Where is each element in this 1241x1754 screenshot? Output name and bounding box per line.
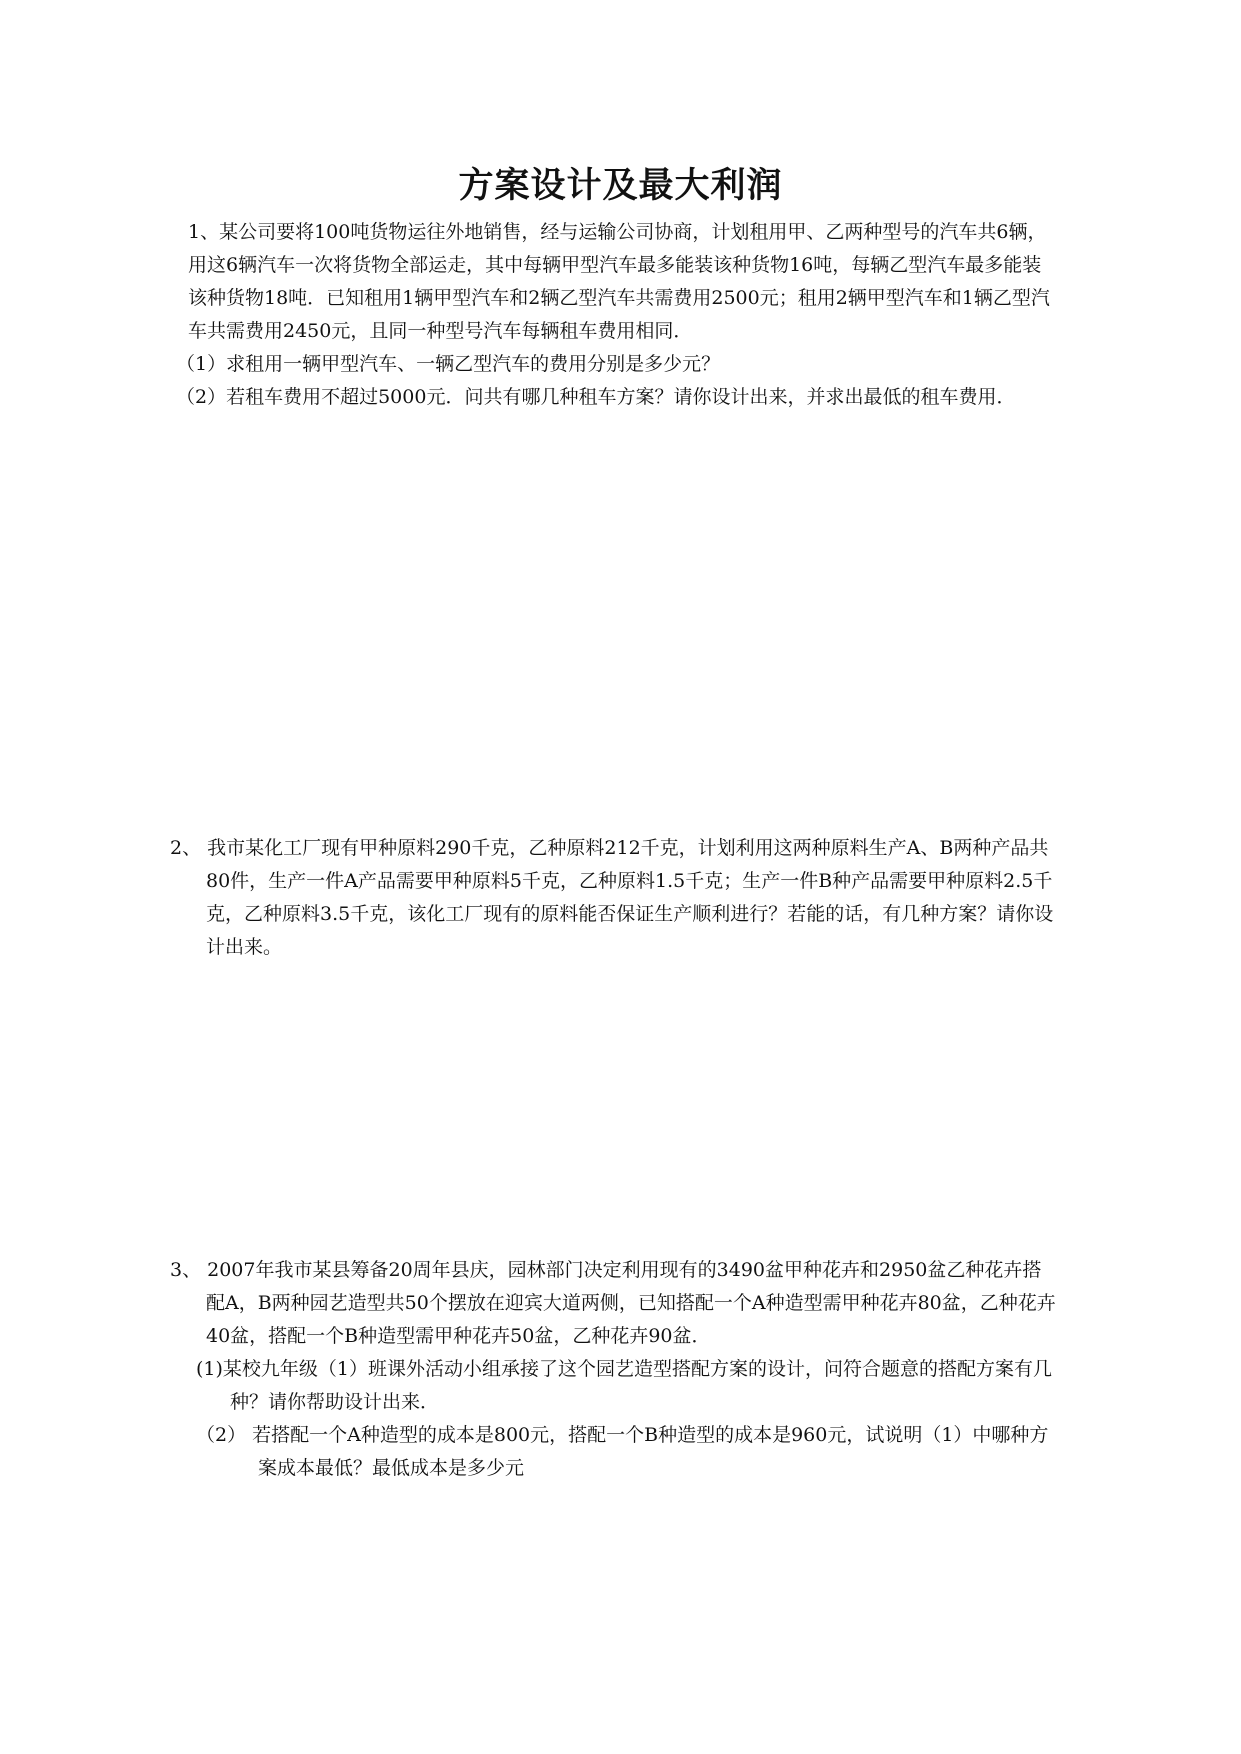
problem-1-question-2: （2）若租车费用不超过5000元．问共有哪几种租车方案？请你设计出来，并求出最低的租车费用． — [176, 386, 1016, 408]
problem-1 — [176, 216, 1060, 414]
document-title: 方案设计及最大利润 — [458, 165, 783, 206]
problem-1-question-1: （1）求租用一辆甲型汽车、一辆乙型汽车的费用分别是多少元？ — [176, 353, 721, 375]
problem-2 — [170, 832, 1060, 964]
problem-2-body: 2、 我市某化工厂现有甲种原料290千克，乙种原料212千克，计划利用这两种原料生产A、B两种产品共80件，生产一件A产品需要甲种原料5千克，乙种原料1.5千克；生产一件B种产品需要甲种原料2.5千克，乙种原料3.5千克，该化工厂现有的原料能否保证生产顺利进行？若能的话，有几种方案？请你设计出来。 — [170, 837, 1054, 958]
problem-1-body: 1、某公司要将100吨货物运往外地销售，经与运输公司协商，计划租用甲、乙两种型号的汽车共6辆，用这6辆汽车一次将货物全部运走，其中每辆甲型汽车最多能装该种货物16吨，每辆乙型汽车最多能装该种货物18吨．已知租用1辆甲型汽车和2辆乙型汽车共需费用2500元；租用2辆甲型汽车和1辆乙型汽车共需费用2450元，且同一种型号汽车每辆租车费用相同． — [188, 221, 1050, 342]
problem-3 — [170, 1254, 1060, 1485]
problem-3-question-2: （2） 若搭配一个A种造型的成本是800元，搭配一个B种造型的成本是960元，试说明（1）中哪种方案成本最低？最低成本是多少元 — [196, 1424, 1049, 1479]
problem-3-body: 3、 2007年我市某县筹备20周年县庆，园林部门决定利用现有的3490盆甲种花卉和2950盆乙种花卉搭配A，B两种园艺造型共50个摆放在迎宾大道两侧，已知搭配一个A种造型需甲种花卉80盆，乙种花卉40盆，搭配一个B种造型需甲种花卉50盆，乙种花卉90盆． — [170, 1259, 1056, 1347]
problem-3-question-1: (1)某校九年级（1）班课外活动小组承接了这个园艺造型搭配方案的设计，问符合题意的搭配方案有几种？请你帮助设计出来． — [196, 1358, 1053, 1413]
